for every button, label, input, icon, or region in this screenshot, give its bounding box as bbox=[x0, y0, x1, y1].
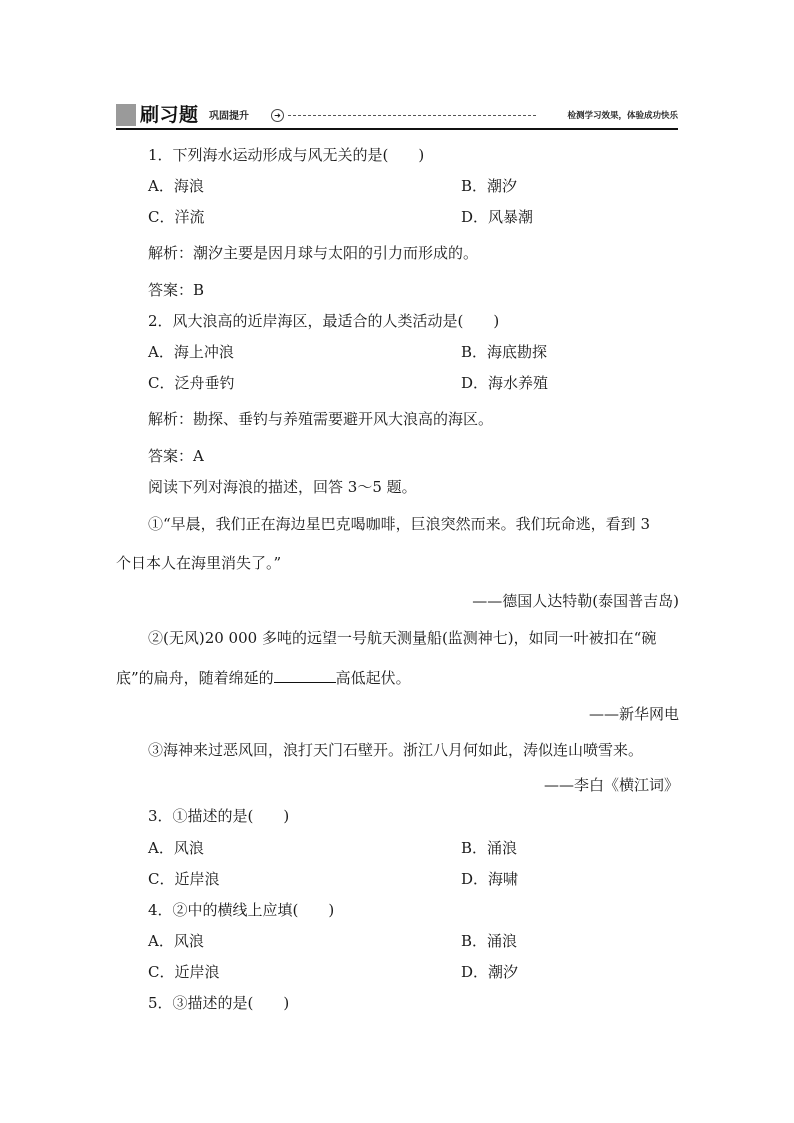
q3-option-c: C．近岸浪 bbox=[148, 870, 220, 888]
q1-option-d: D．风暴潮 bbox=[461, 208, 534, 226]
header-dashed-line bbox=[288, 115, 536, 116]
q2-option-d: D．海水养殖 bbox=[461, 374, 549, 392]
q4-option-b: B．涌浪 bbox=[461, 932, 518, 950]
q3-option-a: A．风浪 bbox=[148, 839, 204, 857]
q1-option-a: A．海浪 bbox=[148, 177, 204, 195]
passage-1-source: ——德国人达特勒(泰国普吉岛) bbox=[472, 592, 679, 610]
q5-stem: 5．③描述的是( ) bbox=[148, 994, 290, 1012]
arrow-circle-icon: ➜ bbox=[271, 109, 284, 122]
header-subtitle: 巩固提升 bbox=[209, 111, 249, 122]
passage-2-text-after-blank: 高低起伏。 bbox=[335, 669, 411, 687]
q2-option-c: C．泛舟垂钓 bbox=[148, 374, 235, 392]
q4-option-a: A．风浪 bbox=[148, 932, 204, 950]
q3-stem: 3．①描述的是( ) bbox=[148, 807, 290, 825]
passage-2-line-2 bbox=[116, 667, 411, 688]
section-header bbox=[116, 104, 678, 128]
passage-2-source: ——新华网电 bbox=[588, 705, 679, 723]
q1-option-c: C．洋流 bbox=[148, 208, 205, 226]
header-title: 刷习题 bbox=[140, 104, 199, 126]
fill-in-blank bbox=[274, 667, 336, 683]
passage-1-line-1: ①“早晨，我们正在海边星巴克喝咖啡，巨浪突然而来。我们玩命逃，看到 3 bbox=[148, 515, 650, 533]
q2-analysis: 解析：勘探、垂钓与养殖需要避开风大浪高的海区。 bbox=[148, 410, 494, 428]
q2-option-a: A．海上冲浪 bbox=[148, 343, 234, 361]
passage-1-line-2: 个日本人在海里消失了。” bbox=[116, 554, 282, 572]
q2-answer: 答案：A bbox=[148, 447, 204, 465]
q4-option-d: D．潮汐 bbox=[461, 963, 519, 981]
q1-analysis: 解析：潮汐主要是因月球与太阳的引力而形成的。 bbox=[148, 244, 479, 262]
passage-3-line-1: ③海神来过恶风回，浪打天门石壁开。浙江八月何如此，涛似连山喷雪来。 bbox=[148, 741, 644, 759]
header-rule bbox=[116, 128, 678, 130]
q4-stem: 4．②中的横线上应填( ) bbox=[148, 901, 335, 919]
q1-stem: 1．下列海水运动形成与风无关的是( ) bbox=[148, 146, 425, 164]
q1-answer: 答案：B bbox=[148, 281, 205, 299]
header-gray-block bbox=[116, 104, 136, 126]
q2-option-b: B．海底勘探 bbox=[461, 343, 548, 361]
header-slogan: 检测学习效果，体验成功快乐 bbox=[567, 111, 678, 121]
q2-stem: 2．风大浪高的近岸海区，最适合的人类活动是( ) bbox=[148, 312, 500, 330]
q3-option-b: B．涌浪 bbox=[461, 839, 518, 857]
q3-option-d: D．海啸 bbox=[461, 870, 519, 888]
q1-option-b: B．潮汐 bbox=[461, 177, 518, 195]
reading-intro: 阅读下列对海浪的描述，回答 3～5 题。 bbox=[148, 478, 417, 496]
passage-2-line-1: ②(无风)20 000 多吨的远望一号航天测量船(监测神七)，如同一叶被扣在“碗 bbox=[148, 629, 657, 647]
passage-2-text-before-blank: 底”的扁舟，随着绵延的 bbox=[116, 669, 274, 687]
q4-option-c: C．近岸浪 bbox=[148, 963, 220, 981]
passage-3-source: ——李白《横江词》 bbox=[543, 776, 679, 794]
